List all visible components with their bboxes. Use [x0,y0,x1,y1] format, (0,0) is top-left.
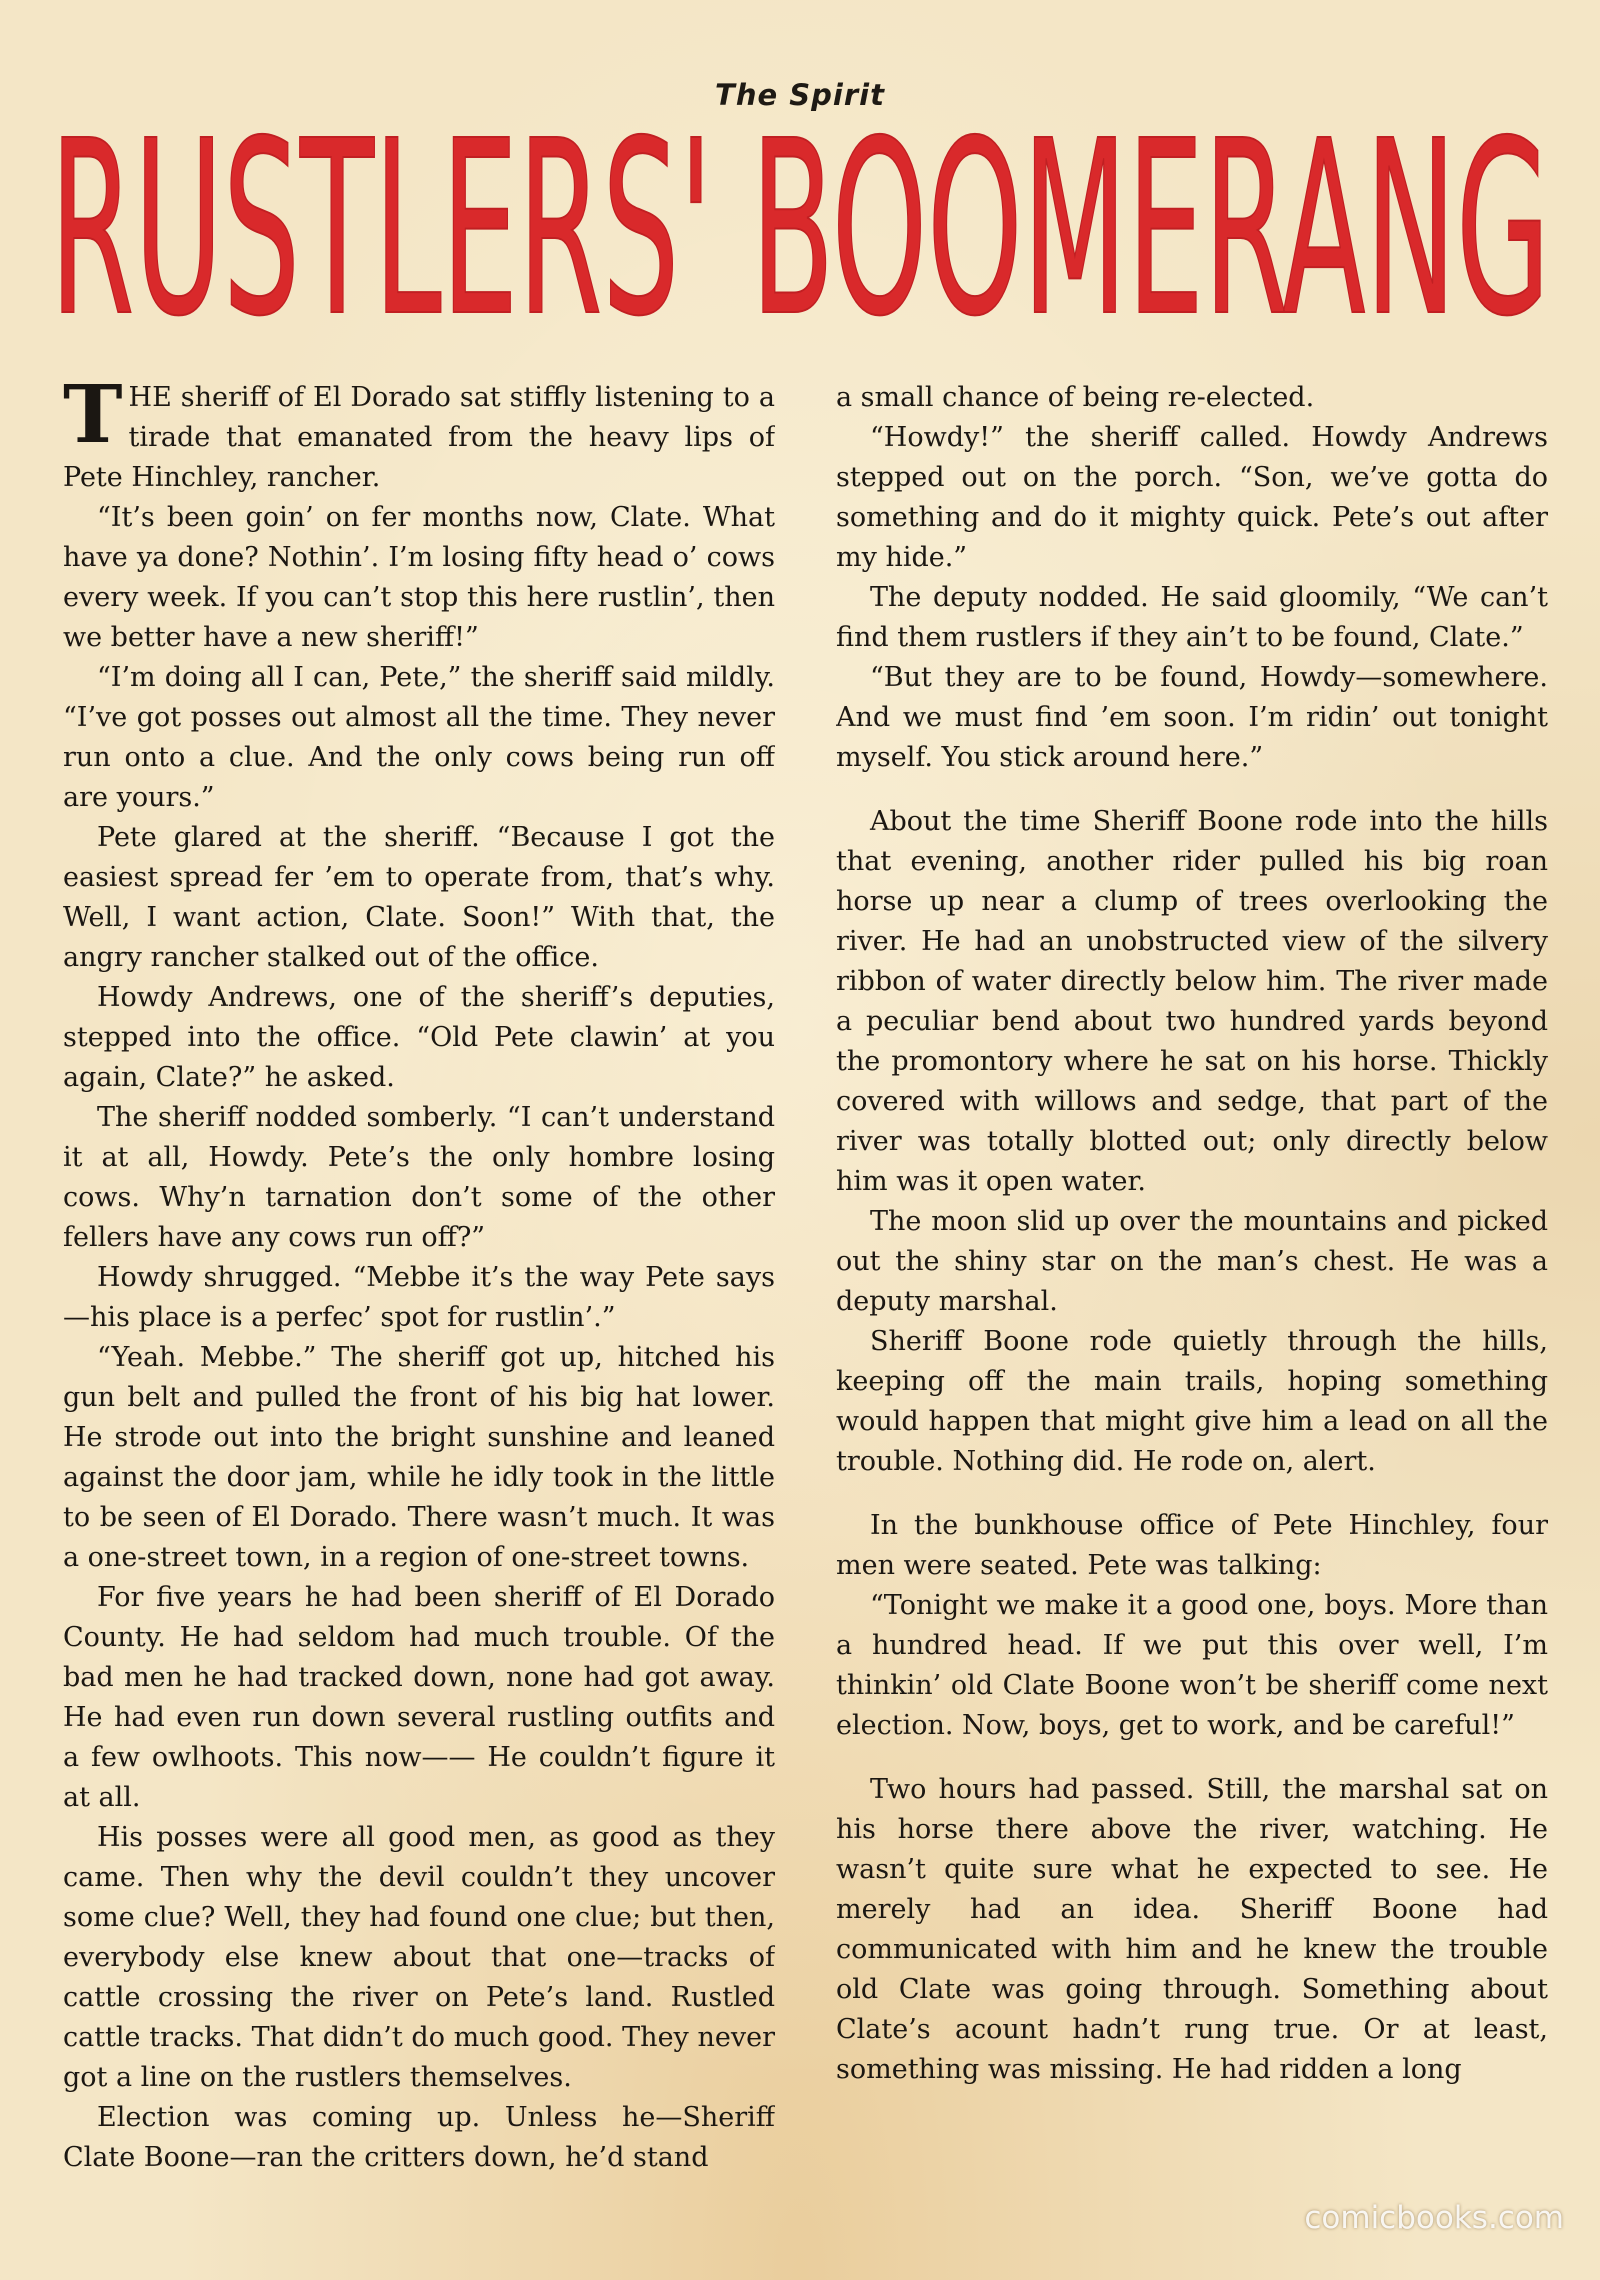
paragraph: The moon slid up over the mountains and picked out the shiny star on the man’s chest. He was a deputy marshal. [836,1206,1548,1317]
left-column [63,378,775,2208]
title-text: RUSTLERS' BOOMERANG [50,112,1550,342]
story-title [40,112,1560,342]
continued-line: a small chance of being re-elected. [836,382,1315,413]
paragraph: About the time Sheriff Boone rode into the hills that evening, another rider pulled his big roan horse up near a clump of trees overlooking the river. He had an unobstructed view of the silvery ribbon of water directly below him. The river made a peculiar bend about two hundred yards beyond the promontory where he sat on his horse. Thickly covered with willows and sedge, that part of the river was totally blotted out; only directly below him was it open water. [836,806,1548,1197]
paragraph: Election was coming up. Unless he—Sheriff Clate Boone—ran the critters down, he’d stand [63,2102,775,2173]
right-column [836,378,1548,2208]
paragraph: “It’s been goin’ on fer months now, Clate. What have ya done? Nothin’. I’m losing fifty head o’ cows every week. If you can’t stop this here rustlin’, then we better have a new sheriff!” [63,502,775,653]
first-paragraph-text: HE sheriff of El Dorado sat stiffly listening to a tirade that emanated from the heavy lips of Pete Hinchley, rancher. [63,382,775,493]
paragraph: In the bunkhouse office of Pete Hinchley, four men were seated. Pete was talking: [836,1510,1548,1581]
paragraph: His posses were all good men, as good as they came. Then why the devil couldn’t they uncover some clue? Well, they had found one clue; but then, everybody else knew about that one—tracks of cattle crossing the river on Pete’s land. Rustled cattle tracks. That didn’t do much good. They never got a line on the rustlers themselves. [63,1822,775,2093]
page-header: The Spirit [715,78,885,112]
site-watermark: comicbooks.com [1304,2200,1564,2236]
drop-cap: T [63,378,123,461]
paragraph: “Howdy!” the sheriff called. Howdy Andrews stepped out on the porch. “Son, we’ve gotta do something and do it mighty quick. Pete’s out after my hide.” [836,422,1548,573]
paragraph: The sheriff nodded somberly. “I can’t understand it at all, Howdy. Pete’s the only hombre losing cows. Why’n tarnation don’t some of the other fellers have any cows run off?” [63,1102,775,1253]
paragraph: “Yeah. Mebbe.” The sheriff got up, hitched his gun belt and pulled the front of his big hat lower. He strode out into the bright sunshine and leaned against the door jam, while he idly took in the little to be seen of El Dorado. There wasn’t much. It was a one-street town, in a region of one-street towns. [63,1342,775,1573]
paragraph: Howdy shrugged. “Mebbe it’s the way Pete says—his place is a perfec’ spot for rustlin’.” [63,1262,775,1333]
paragraph: For five years he had been sheriff of El Dorado County. He had seldom had much trouble. Of the bad men he had tracked down, none had got away. He had even run down several rustling outfits and a few owlhoots. This now—— He couldn’t figure it at all. [63,1582,775,1813]
first-paragraph [63,378,775,498]
paragraph: Sheriff Boone rode quietly through the hills, keeping off the main trails, hoping something would happen that might give him a lead on all the trouble. Nothing did. He rode on, alert. [836,1326,1548,1477]
paragraph: Two hours had passed. Still, the marshal sat on his horse there above the river, watching. He wasn’t quite sure what he expected to see. He merely had an idea. Sheriff Boone had communicated with him and he knew the trouble old Clate was going through. Something about Clate’s acount hadn’t rung true. Or at least, something was missing. He had ridden a long [836,1774,1548,2085]
paragraph: Pete glared at the sheriff. “Because I got the easiest spread fer ’em to operate from, that’s why. Well, I want action, Clate. Soon!” With that, the angry rancher stalked out of the office. [63,822,775,973]
story-title-lettering [40,112,1560,342]
paragraph: “But they are to be found, Howdy—somewhere. And we must find ’em soon. I’m ridin’ out tonight myself. You stick around here.” [836,662,1548,773]
paragraph: Howdy Andrews, one of the sheriff’s deputies, stepped into the office. “Old Pete clawin’ at you again, Clate?” he asked. [63,982,775,1093]
paragraph: The deputy nodded. He said gloomily, “We can’t find them rustlers if they ain’t to be found, Clate.” [836,582,1548,653]
paragraph: “I’m doing all I can, Pete,” the sheriff said mildly. “I’ve got posses out almost all the time. They never run onto a clue. And the only cows being run off are yours.” [63,662,775,813]
paragraph: “Tonight we make it a good one, boys. More than a hundred head. If we put this over well, I’m thinkin’ old Clate Boone won’t be sheriff come next election. Now, boys, get to work, and be careful!” [836,1590,1548,1741]
